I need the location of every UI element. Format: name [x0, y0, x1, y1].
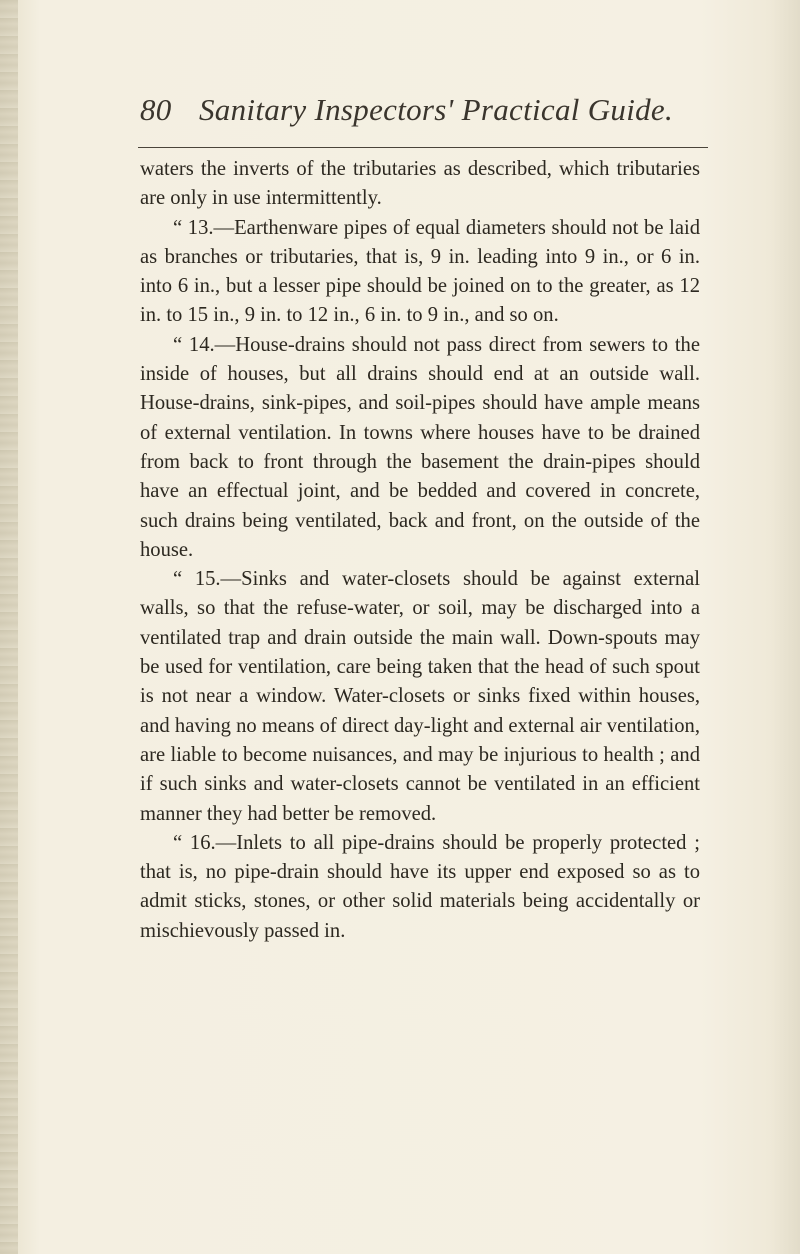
page-binding-edge	[0, 0, 18, 1254]
paragraph-rule-15: “ 15.—Sinks and water-closets should be against external walls, so that the refuse-water, or soil, may be discharged into a ventilated trap and drain outside the main wall. Down-spouts may be used for ventilation, care being taken that the head of such spout is not near a window. Water-closets or sinks fixed within houses, and having no means of direct day-light and external air ventilation, are liable to become nuisances, and may be injurious to health ; and if such sinks and water-closets cannot be ventilated in an efficient manner they had better be removed.	[140, 568, 700, 825]
running-title: Sanitary Inspectors' Practical Guide.	[199, 92, 674, 127]
paragraph-continuation: waters the inverts of the tributaries as described, which tributaries are only in use intermittently.	[140, 158, 700, 210]
paragraph-rule-13: “ 13.—Earthenware pipes of equal diameters should not be laid as branches or tributaries, that is, 9 in. leading into 9 in., or 6 in. into 6 in., but a lesser pipe should be joined on to the greater, as 12 in. to 15 in., 9 in. to 12 in., 6 in. to 9 in., and so on.	[140, 216, 700, 327]
page-number: 80	[140, 92, 172, 127]
page-header	[140, 92, 700, 132]
paragraph-rule-16: “ 16.—Inlets to all pipe-drains should be properly protected ; that is, no pipe-drain should have its upper end exposed so as to admit sticks, stones, or other solid materials being accidentally or mischievously passed in.	[140, 831, 700, 942]
paragraph-rule-14: “ 14.—House-drains should not pass direct from sewers to the inside of houses, but all drains should end at an outside wall. House-drains, sink-pipes, and soil-pipes should have ample means of external ventilation. In towns where houses have to be drained from back to front through the basement the drain-pipes should have an effectual joint, and be bedded and covered in concrete, such drains being ventilated, back and front, on the outside of the house.	[140, 333, 700, 561]
body-text	[140, 155, 700, 946]
header-rule	[138, 147, 708, 148]
